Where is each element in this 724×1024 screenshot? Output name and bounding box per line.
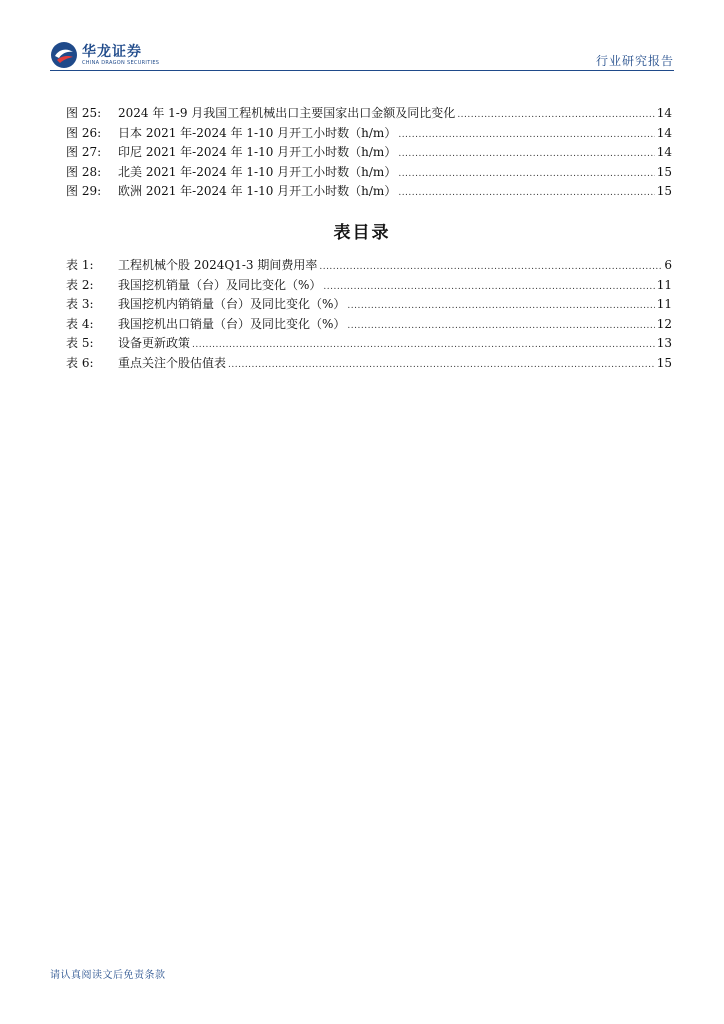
toc-entry-table-2[interactable] xyxy=(66,276,672,296)
toc-entry-label: 图 27: xyxy=(66,145,102,159)
toc-entry-page: 11 xyxy=(656,277,672,292)
toc-entry-title: 欧洲 2021 年-2024 年 1-10 月开工小时数（h/m） xyxy=(118,184,397,198)
toc-entry-figure-27[interactable] xyxy=(66,143,672,163)
toc-entry-page: 15 xyxy=(656,355,672,370)
toc-entry-title: 印尼 2021 年-2024 年 1-10 月开工小时数（h/m） xyxy=(118,145,397,159)
figure-list xyxy=(66,104,672,202)
toc-entry-figure-25[interactable] xyxy=(66,104,672,124)
dot-leader xyxy=(347,295,654,317)
toc-entry-title: 2024 年 1-9 月我国工程机械出口主要国家出口金额及同比变化 xyxy=(118,106,456,120)
dot-leader xyxy=(347,315,654,337)
table-list-heading: 表目录 xyxy=(333,223,391,243)
toc-entry-page: 14 xyxy=(656,106,672,120)
report-type-label: 行业研究报告 xyxy=(595,54,674,68)
dot-leader xyxy=(323,276,654,298)
dot-leader xyxy=(398,182,654,204)
dragon-logo-icon xyxy=(50,41,78,69)
toc-entry-label: 图 29: xyxy=(66,184,102,198)
toc-entry-table-6[interactable] xyxy=(66,354,672,374)
toc-entry-label: 表 5: xyxy=(66,336,94,350)
toc-entry-label: 表 2: xyxy=(66,277,94,292)
brand-text xyxy=(82,45,159,66)
toc-entry-label: 表 4: xyxy=(66,316,94,331)
brand-name-en: CHINA DRAGON SECURITIES xyxy=(82,59,160,66)
brand-name-cn: 华龙证券 xyxy=(82,43,142,60)
toc-entry-page: 14 xyxy=(656,125,672,140)
page-header xyxy=(50,36,674,72)
toc-entry-label: 表 3: xyxy=(66,297,94,311)
dot-leader xyxy=(398,124,654,146)
toc-entry-page: 11 xyxy=(656,297,672,311)
toc-entry-label: 表 1: xyxy=(66,258,94,272)
toc-entry-page: 13 xyxy=(656,336,672,350)
toc-entry-title: 重点关注个股估值表 xyxy=(118,355,227,370)
dot-leader xyxy=(228,354,655,376)
toc-entry-figure-26[interactable] xyxy=(66,124,672,144)
table-list xyxy=(66,256,672,373)
toc-entry-table-4[interactable] xyxy=(66,315,672,335)
toc-entry-page: 15 xyxy=(656,184,672,198)
toc-entry-page: 15 xyxy=(656,164,672,179)
brand-logo xyxy=(50,40,159,70)
toc-entry-figure-29[interactable] xyxy=(66,182,672,202)
dot-leader xyxy=(398,143,654,165)
header-divider xyxy=(50,70,674,71)
footer-disclaimer: 请认真阅读文后免责条款 xyxy=(50,970,166,981)
toc-entry-title: 我国挖机出口销量（台）及同比变化（%） xyxy=(118,316,346,331)
toc-entry-title: 日本 2021 年-2024 年 1-10 月开工小时数（h/m） xyxy=(118,125,397,140)
toc-entry-title: 设备更新政策 xyxy=(118,336,191,350)
toc-entry-title: 工程机械个股 2024Q1-3 期间费用率 xyxy=(118,258,318,272)
toc-entry-table-5[interactable] xyxy=(66,334,672,354)
toc-entry-title: 我国挖机销量（台）及同比变化（%） xyxy=(118,277,322,292)
toc-entry-page: 12 xyxy=(656,316,672,331)
toc-entry-table-1[interactable] xyxy=(66,256,672,276)
toc-entry-label: 图 25: xyxy=(66,106,102,120)
toc-entry-figure-28[interactable] xyxy=(66,163,672,183)
dot-leader xyxy=(192,334,655,356)
toc-entry-label: 图 26: xyxy=(66,125,102,140)
dot-leader xyxy=(319,256,662,278)
dot-leader xyxy=(398,163,654,185)
toc-entry-label: 表 6: xyxy=(66,355,94,370)
toc-entry-table-3[interactable] xyxy=(66,295,672,315)
dot-leader xyxy=(457,104,654,126)
toc-entry-title: 北美 2021 年-2024 年 1-10 月开工小时数（h/m） xyxy=(118,164,397,179)
toc-entry-title: 我国挖机内销销量（台）及同比变化（%） xyxy=(118,297,346,311)
toc-entry-page: 14 xyxy=(656,145,672,159)
toc-entry-label: 图 28: xyxy=(66,164,102,179)
toc-entry-page: 6 xyxy=(664,258,672,272)
